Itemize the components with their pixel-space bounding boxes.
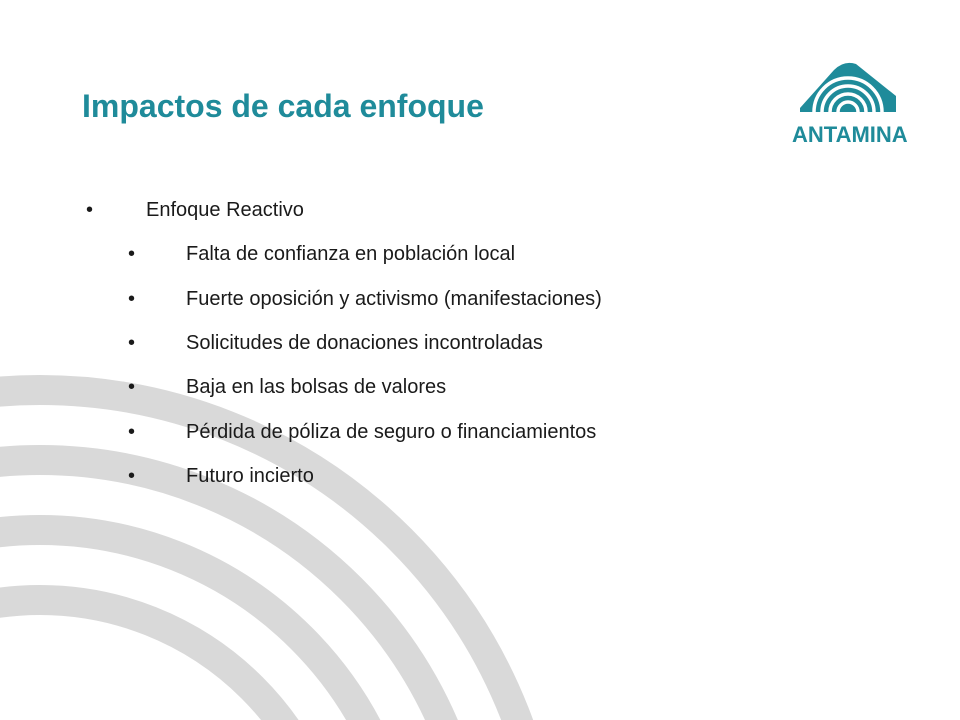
- sub-bullet-label: Falta de confianza en población local: [186, 243, 516, 265]
- bullet-marker: •: [128, 243, 136, 265]
- sub-bullet-label: Futuro incierto: [186, 465, 314, 487]
- slide-title: Impactos de cada enfoque: [82, 88, 484, 124]
- bullet-marker: •: [128, 288, 136, 310]
- sub-bullet-label: Baja en las bolsas de valores: [186, 376, 447, 398]
- bullet-marker: •: [128, 465, 136, 487]
- bullet-marker: •: [128, 421, 136, 443]
- bullet-marker: •: [128, 332, 136, 354]
- sub-bullet-label: Pérdida de póliza de seguro o financiamientos: [186, 421, 597, 443]
- sub-bullet-label: Solicitudes de donaciones incontroladas: [186, 332, 543, 354]
- bullet-marker: •: [86, 199, 94, 221]
- sub-bullet-label: Fuerte oposición y activismo (manifestaciones): [186, 288, 602, 310]
- bullet-label: Enfoque Reactivo: [146, 199, 304, 221]
- logo-text: ANTAMINA: [792, 122, 908, 147]
- bullet-marker: •: [128, 376, 136, 398]
